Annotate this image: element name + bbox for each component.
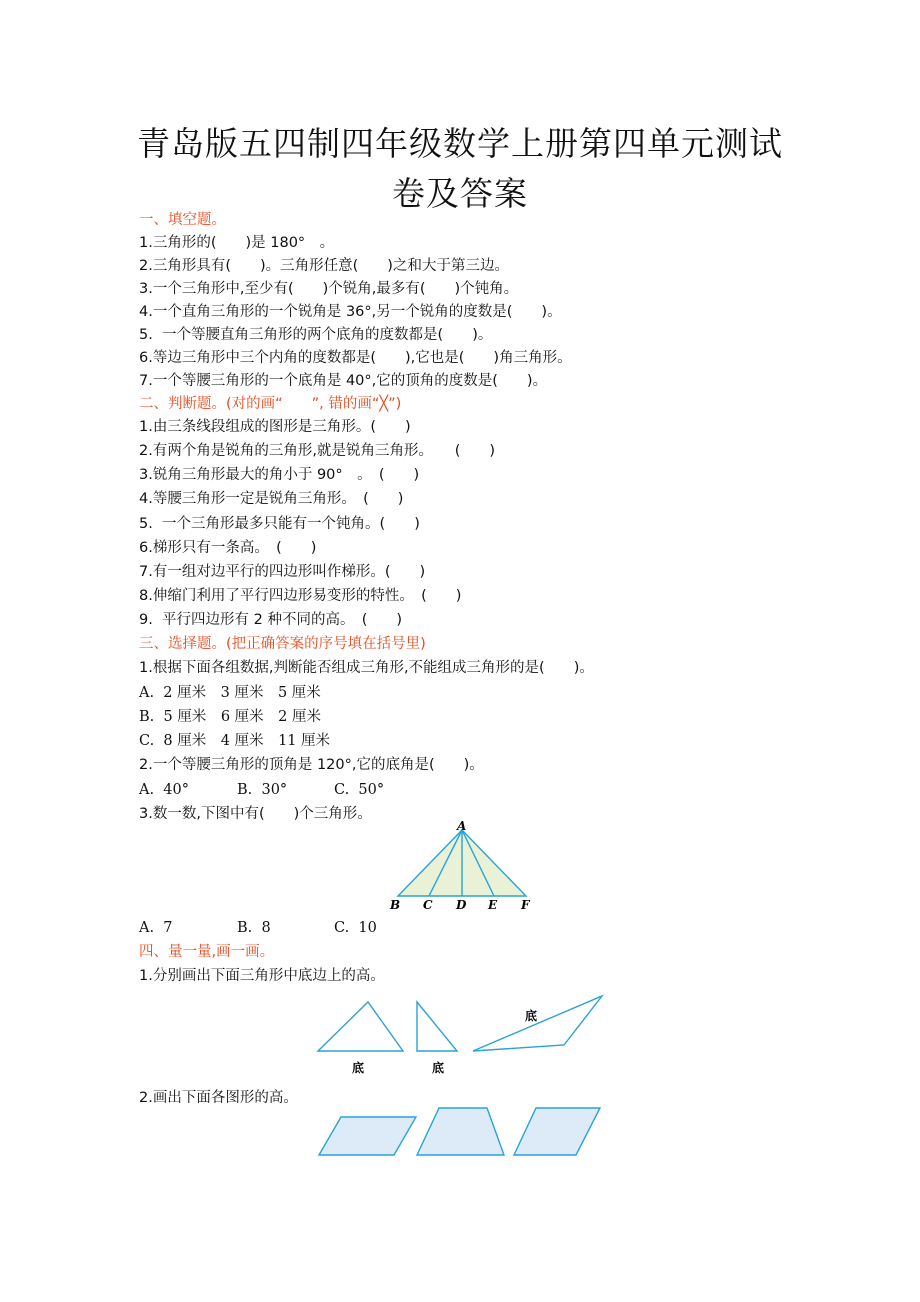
true-false-question-5: 5. 一个三角形最多只能有一个钝角。( ): [139, 516, 420, 532]
base-label-1: 底: [352, 1061, 365, 1075]
section-measure-draw-heading: 四、量一量,画一画。: [139, 944, 275, 960]
true-false-question-3: 3.锐角三角形最大的角小于 90° 。 ( ): [139, 467, 420, 483]
shapes-height-figure: [310, 1104, 610, 1160]
triangles-height-figure: [310, 990, 610, 1080]
trapezoid: [417, 1108, 504, 1155]
true-false-question-9: 9. 平行四边形有 2 种不同的高。 ( ): [139, 612, 403, 628]
vertex-label-c: C: [423, 898, 433, 912]
fill-in-question-5: 5. 一个等腰直角三角形的两个底角的度数都是( )。: [139, 327, 493, 343]
choice-q2-option-a: A. 40°: [139, 782, 189, 798]
page-title-line1: 青岛版五四制四年级数学上册第四单元测试: [137, 124, 783, 163]
vertex-label-b: B: [390, 898, 401, 912]
fill-in-question-1: 1.三角形的( )是 180° 。: [139, 235, 335, 251]
choice-q1-option-c: C. 8 厘米 4 厘米 11 厘米: [139, 733, 331, 749]
triangle-1: [318, 1002, 403, 1051]
true-false-question-7: 7.有一组对边平行的四边形叫作梯形。( ): [139, 564, 426, 580]
choice-question-2: 2.一个等腰三角形的顶角是 120°,它的底角是( )。: [139, 757, 484, 773]
fill-in-question-2: 2.三角形具有( )。三角形任意( )之和大于第三边。: [139, 258, 509, 274]
vertex-label-a: A: [457, 819, 467, 833]
page-title-line2: 卷及答案: [392, 174, 528, 213]
triangle-3: [473, 996, 602, 1051]
true-false-question-1: 1.由三条线段组成的图形是三角形。( ): [139, 419, 411, 435]
section-fill-in-heading: 一、填空题。: [139, 212, 226, 228]
triangle-2: [417, 1002, 457, 1051]
choice-q2-option-b: B. 30°: [237, 782, 288, 798]
true-false-question-8: 8.伸缩门利用了平行四边形易变形的特性。 ( ): [139, 588, 462, 604]
parallelogram-1: [319, 1117, 416, 1155]
section-true-false-heading: 二、判断题。(对的画“ ”, 错的画“╳”): [139, 396, 402, 412]
true-false-question-4: 4.等腰三角形一定是锐角三角形。 ( ): [139, 491, 404, 507]
base-label-2: 底: [432, 1061, 445, 1075]
choice-q2-option-c: C. 50°: [334, 782, 385, 798]
vertex-label-e: E: [488, 898, 498, 912]
true-false-question-2: 2.有两个角是锐角的三角形,就是锐角三角形。 ( ): [139, 443, 496, 459]
parallelogram-2: [514, 1108, 600, 1155]
vertex-label-d: D: [456, 898, 467, 912]
fill-in-question-7: 7.一个等腰三角形的一个底角是 40°,它的顶角的度数是( )。: [139, 373, 548, 389]
triangle-count-figure: [380, 816, 540, 916]
vertex-label-f: F: [521, 898, 530, 912]
base-label-3: 底: [525, 1009, 538, 1023]
choice-q1-option-a: A. 2 厘米 3 厘米 5 厘米: [139, 685, 321, 701]
choice-q3-option-a: A. 7: [139, 920, 173, 936]
draw-question-2: 2.画出下面各图形的高。: [139, 1090, 298, 1106]
choice-q1-option-b: B. 5 厘米 6 厘米 2 厘米: [139, 709, 321, 725]
choice-question-3: 3.数一数,下图中有( )个三角形。: [139, 806, 372, 822]
choice-question-1: 1.根据下面各组数据,判断能否组成三角形,不能组成三角形的是( )。: [139, 660, 594, 676]
fill-in-question-6: 6.等边三角形中三个内角的度数都是( ),它也是( )角三角形。: [139, 350, 572, 366]
section-multiple-choice-heading: 三、选择题。(把正确答案的序号填在括号里): [139, 636, 426, 652]
draw-question-1: 1.分别画出下面三角形中底边上的高。: [139, 968, 385, 984]
choice-q3-option-c: C. 10: [334, 920, 377, 936]
fill-in-question-3: 3.一个三角形中,至少有( )个锐角,最多有( )个钝角。: [139, 281, 519, 297]
fill-in-question-4: 4.一个直角三角形的一个锐角是 36°,另一个锐角的度数是( )。: [139, 304, 562, 320]
true-false-question-6: 6.梯形只有一条高。 ( ): [139, 540, 317, 556]
choice-q3-option-b: B. 8: [237, 920, 271, 936]
